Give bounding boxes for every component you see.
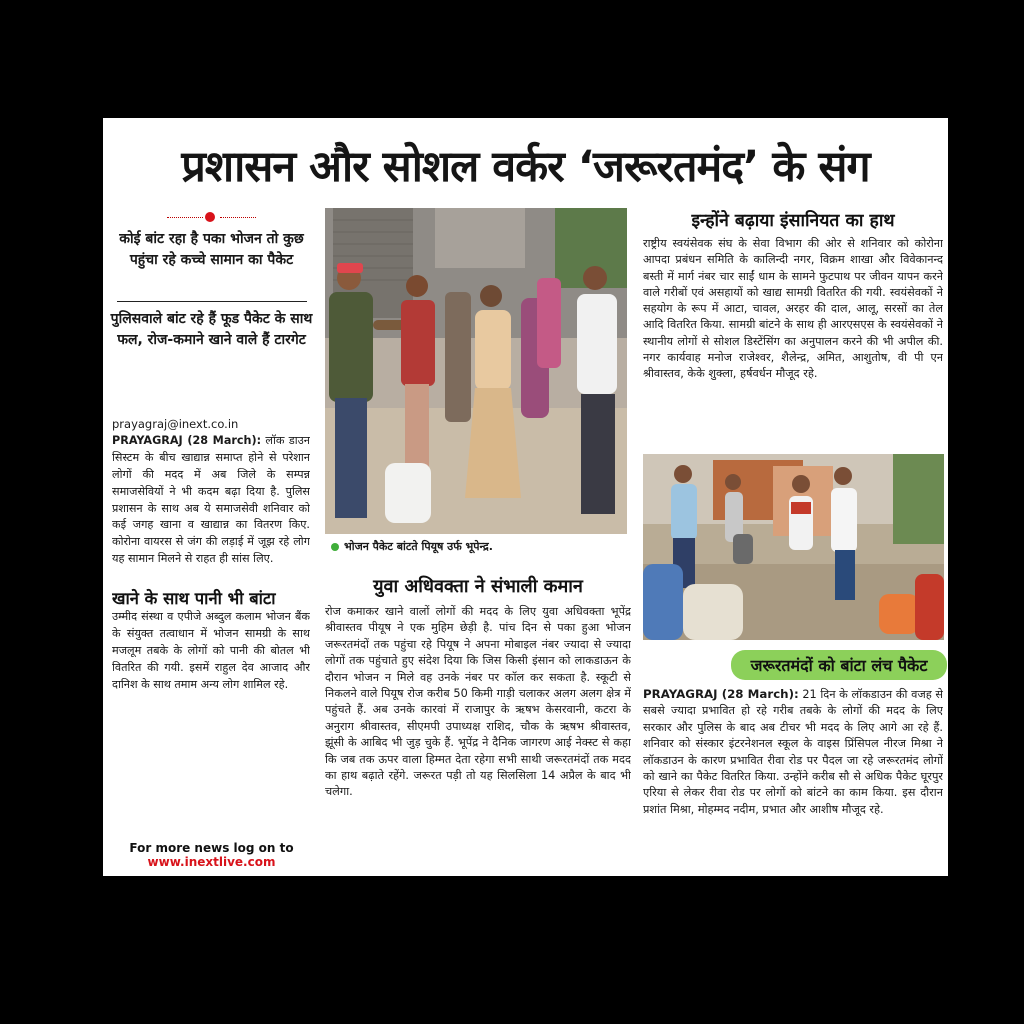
photo-illustration-2 [643, 454, 944, 640]
photo-illustration [325, 208, 627, 534]
middle-column [325, 574, 631, 874]
photo-caption [331, 539, 627, 554]
caption-bullet-icon [331, 543, 339, 551]
footer-url[interactable]: www.inextlive.com [147, 855, 276, 869]
left-column [112, 416, 310, 876]
left-story-2: उम्मीद संस्था व एपीजे अब्दुल कलाम भोजन बैंक के संयुक्त तत्वाधान में भोजन सामग्री के साथ मजलूम तबके के लोगों को पानी की बोतल भी वितरित की गयी. इसमें राहुल देव आजाद और दानिश के साथ तमाम अन्य लोग शामिल रहे. [112, 610, 310, 691]
deck-secondary: पुलिसवाले बांट रहे हैं फूड पैकेट के साथ फल, रोज-कमाने खाने वाले हैं टारगेट [110, 311, 313, 348]
deck-divider [117, 301, 307, 302]
right-story-2 [643, 686, 943, 818]
left-story-text: लॉक डाउन सिस्टम के बीच खाद्यान्न समाप्त होने से परेशान लोगों की मदद में अब जिले के सम्पन्न समाजसेवियों ने भी कदम बढ़ा दिया है. पुलिस प्रशासन के साथ अब ये समाजसेवी शनिवार को कई जगह खाना व खाद्यान्न का वितरण किए. कोरोना वायरस से जंग की लड़ाई में जूझ रहे लोग यह सामान मिलने से राहत ही सांस लिए. [112, 433, 310, 566]
right-story: राष्ट्रीय स्वयंसेवक संघ के सेवा विभाग की ओर से शनिवार को कोरोना आपदा प्रबंधन समिति के कालिन्दी नगर, विक्रम शाखा और विवेकानन्द बस्ती में मार्ग नंबर चार साईं धाम के सामने फुटपाथ पर जीवन यापन करने वाले गरीबों एवं असहायों को खाद्य सामग्री वितरित की गयी. स्वयंसेवकों ने सहयोग के रूप में आटा, चावल, अरहर की दाल, आलू, सरसों का तेल आदि वितरित किया. सामग्री बांटने के साथ ही आरएसएस के स्वयंसेवकों ने स्थानीय लोगों से सोशल डिस्टेंसिंग का अनुपालन करने की भी अपील की. नगर कार्यवाह मनोज राजेश्वर, शैलेन्द्र, अमित, आशुतोष, वी पी एन श्रीवास्तव, केके शुक्ला, हर्षवर्धन मौजूद रहे. [643, 237, 943, 381]
main-headline: प्रशासन और सोशल वर्कर ‘जरूरतमंद’ के संग [181, 141, 870, 192]
left-story [112, 433, 310, 568]
right-subhead: इन्होंने बढ़ाया इंसानियत का हाथ [691, 211, 895, 231]
middle-story: रोज कमाकर खाने वालों लोगों की मदद के लिए युवा अधिवक्ता भूपेंद्र श्रीवास्तव पीयूष ने एक मुहिम छेड़ी है. पांच दिन से पका हुआ भोजन जरूरतमंदों तक पहुंचा रहे पियूष ने अपना मोबाइल नंबर ज्यादा से ज्यादा लोगों तक पहुंचाते हुए संदेश दिया कि जिस किसी इंसान को लाकडाऊन के दौरान भोजन न मिले वह उनके नंबर पर कॉल कर सकता है. स्कूटी से निकलने वाले पियूष रोज करीब 50 किमी गाड़ी चलाकर अलग अलग क्षेत्र में पहुंचते हैं. अब उनके कारवां में राजापुर के ऋषभ केसरवानी, कटरा के अनुराग श्रीवास्तव, सीएमपी उपाध्यक्ष राशिद, चौक के ऋषभ श्रीवास्तव, झूंसी के आबिद भी जुड़ चुके हैं. भूपेंद्र ने दैनिक जागरण आई नेक्स्ट से कहा कि जब तक ऊपर वाला हिम्मत देता रहेगा सभी साथी जरूरतमंदों तक मदद का हाथ बढ़ाते रहेंगे. जरूरत पड़ी तो यह सिलसिला 14 अप्रैल के बाद भी चलेगा. [325, 605, 631, 799]
photo-rss-volunteers [643, 454, 944, 640]
footer-promo [109, 841, 314, 869]
reporter-email: prayagraj@inext.co.in [112, 417, 239, 431]
left-dateline: PRAYAGRAJ (28 March): [112, 433, 262, 447]
right-story-2-text: 21 दिन के लॉकडाउन की वजह से सबसे ज्यादा प्रभावित हो रहे गरीब तबके के लोगों की मदद के लिए सरकार और पुलिस के बाद अब टीचर भी मदद के लिए आगे आ रहे हैं. शनिवार को संस्कार इंटरनेशनल स्कूल के वाइस प्रिंसिपल नीरज मिश्रा ने लॉकडाउन के कारण प्रभावित रीवा रोड पर पैदल जा रहे जरूरतमंद लोगों को खाने का पैकेट वितरित किया. उन्होंने करीब सौ से अधिक पैकेट घूरपुर एरिया से लेकर रीवा रोड पर लोगों को बांटने का काम किया. इस दौरान प्रशांत मिश्रा, मोहम्मद नदीम, प्रभात और आशीष मौजूद रहे. [643, 688, 943, 816]
newspaper-clipping [103, 118, 948, 876]
deck-ornament-left [167, 217, 203, 219]
photo-caption-text: भोजन पैकेट बांटते पियूष उर्फ भूपेन्द्र. [344, 540, 493, 553]
footer-promo-line: For more news log on to [129, 841, 294, 855]
middle-subhead: युवा अधिवक्ता ने संभाली कमान [373, 576, 583, 597]
right-dateline: PRAYAGRAJ (28 March): [643, 687, 799, 701]
right-top-column [643, 208, 943, 466]
deck-primary: कोई बांट रहा है पका भोजन तो कुछ पहुंचा रहे कच्चे सामान का पैकेट [119, 231, 304, 268]
left-subhead: खाने के साथ पानी भी बांटा [112, 589, 276, 609]
photo-food-distribution [325, 208, 627, 534]
lunch-packet-banner: जरूरतमंदों को बांटा लंच पैकेट [731, 650, 947, 680]
right-bottom-column [643, 686, 943, 874]
deck-ornament-right [220, 217, 256, 219]
deck-ornament-dot [205, 212, 215, 222]
